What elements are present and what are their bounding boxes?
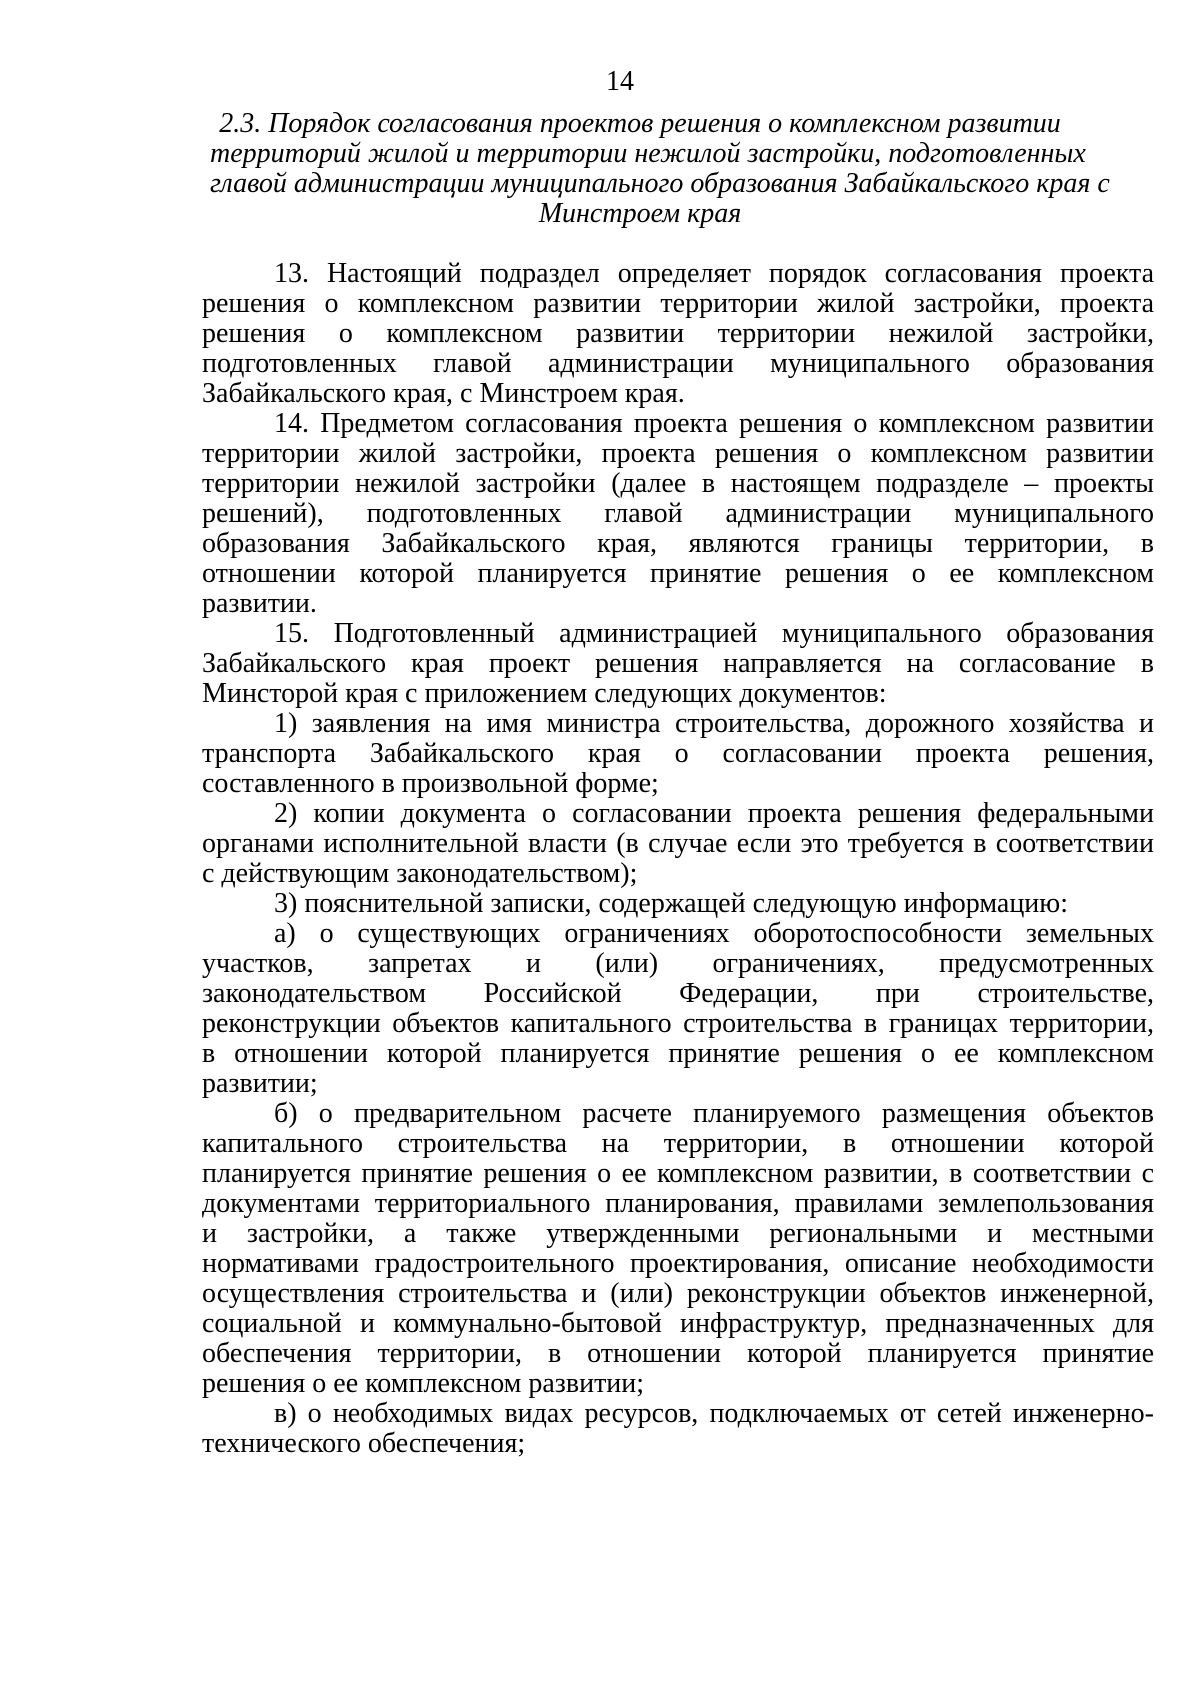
paragraph-line: планируется принятие решения о ее комплексном развитии, в соответствии с bbox=[202, 1158, 1154, 1189]
section-title-line: 2.3. Порядок согласования проектов решения о комплексном развитии bbox=[219, 108, 1061, 139]
paragraph-line: территории нежилой застройки (далее в настоящем подразделе – проекты bbox=[202, 468, 1154, 499]
paragraph-line: с действующим законодательством); bbox=[202, 858, 638, 889]
paragraph-line: решения о ее комплексном развитии; bbox=[202, 1368, 645, 1399]
paragraph-line: 15. Подготовленный администрацией муниципального образования bbox=[274, 618, 1154, 649]
paragraph-line: документами территориального планирования, правилами землепользования bbox=[202, 1188, 1154, 1219]
paragraph-line: отношении которой планируется принятие решения о ее комплексном bbox=[202, 558, 1154, 589]
section-title bbox=[210, 108, 1110, 229]
paragraph-p15-2 bbox=[202, 799, 1154, 889]
paragraph-line: подготовленных главой администрации муниципального образования bbox=[202, 348, 1154, 379]
paragraph-line: реконструкции объектов капитального строительства в границах территории, bbox=[202, 1008, 1154, 1039]
document-body bbox=[202, 259, 1154, 1459]
paragraph-line: Забайкальского края проект решения направляется на согласование в bbox=[202, 648, 1154, 679]
paragraph-line: а) о существующих ограничениях оборотоспособности земельных bbox=[274, 918, 1154, 949]
paragraph-line: б) о предварительном расчете планируемого размещения объектов bbox=[274, 1098, 1154, 1129]
paragraph-line: составленного в произвольной форме; bbox=[202, 768, 659, 799]
section-title-line: главой администрации муниципального образования Забайкальского края с bbox=[210, 168, 1110, 199]
paragraph-line: развитии. bbox=[202, 588, 317, 619]
paragraph-line: Забайкальского края, с Минстроем края. bbox=[202, 378, 685, 409]
paragraph-p15-1 bbox=[202, 709, 1154, 799]
paragraph-line: нормативами градостроительного проектирования, описание необходимости bbox=[202, 1248, 1154, 1279]
paragraph-line: территории жилой застройки, проекта решения о комплексном развитии bbox=[202, 438, 1154, 469]
paragraph-line: обеспечения территории, в отношении которой планируется принятие bbox=[202, 1338, 1154, 1369]
paragraph-line: 3) пояснительной записки, содержащей следующую информацию: bbox=[274, 888, 1068, 919]
section-title-line: Минстроем края bbox=[538, 198, 742, 229]
paragraph-line: участков, запретах и (или) ограничениях, предусмотренных bbox=[202, 948, 1154, 979]
paragraph-line: в отношении которой планируется принятие решения о ее комплексном bbox=[202, 1038, 1154, 1069]
paragraph-p15-3v bbox=[202, 1399, 1154, 1459]
paragraph-p13 bbox=[202, 259, 1154, 409]
paragraph-line: развитии; bbox=[202, 1068, 318, 1099]
paragraph-p15-3a bbox=[202, 919, 1154, 1099]
paragraph-line: капитального строительства на территории, в отношении которой bbox=[202, 1128, 1154, 1159]
paragraph-line: 13. Настоящий подраздел определяет порядок согласования проекта bbox=[274, 258, 1154, 289]
paragraph-line: 2) копии документа о согласовании проекта решения федеральными bbox=[274, 798, 1154, 829]
paragraph-p15 bbox=[202, 619, 1154, 709]
paragraph-line: Минсторой края с приложением следующих документов: bbox=[202, 678, 887, 709]
paragraph-p15-3 bbox=[202, 889, 1154, 919]
paragraph-line: решения о комплексном развитии территории нежилой застройки, bbox=[202, 318, 1154, 349]
paragraph-line: социальной и коммунально-бытовой инфраструктур, предназначенных для bbox=[202, 1308, 1154, 1339]
paragraph-line: 14. Предметом согласования проекта решения о комплексном развитии bbox=[274, 408, 1154, 439]
page-number: 14 bbox=[606, 66, 634, 97]
paragraph-line: законодательством Российской Федерации, при строительстве, bbox=[202, 978, 1154, 1009]
section-title-line: территорий жилой и территории нежилой застройки, подготовленных bbox=[210, 138, 1086, 169]
paragraph-line: осуществления строительства и (или) реконструкции объектов инженерной, bbox=[202, 1278, 1154, 1309]
paragraph-p14 bbox=[202, 409, 1154, 619]
paragraph-line: образования Забайкальского края, являются границы территории, в bbox=[202, 528, 1154, 559]
paragraph-line: 1) заявления на имя министра строительства, дорожного хозяйства и bbox=[274, 708, 1154, 739]
paragraph-line: и застройки, а также утвержденными региональными и местными bbox=[202, 1218, 1154, 1249]
paragraph-p15-3b bbox=[202, 1099, 1154, 1399]
paragraph-line: технического обеспечения; bbox=[202, 1428, 526, 1459]
paragraph-line: транспорта Забайкальского края о согласовании проекта решения, bbox=[202, 738, 1154, 769]
paragraph-line: решений), подготовленных главой администрации муниципального bbox=[202, 498, 1154, 529]
paragraph-line: решения о комплексном развитии территории жилой застройки, проекта bbox=[202, 288, 1154, 319]
paragraph-line: в) о необходимых видах ресурсов, подключаемых от сетей инженерно- bbox=[274, 1398, 1154, 1429]
paragraph-line: органами исполнительной власти (в случае если это требуется в соответствии bbox=[202, 828, 1154, 859]
